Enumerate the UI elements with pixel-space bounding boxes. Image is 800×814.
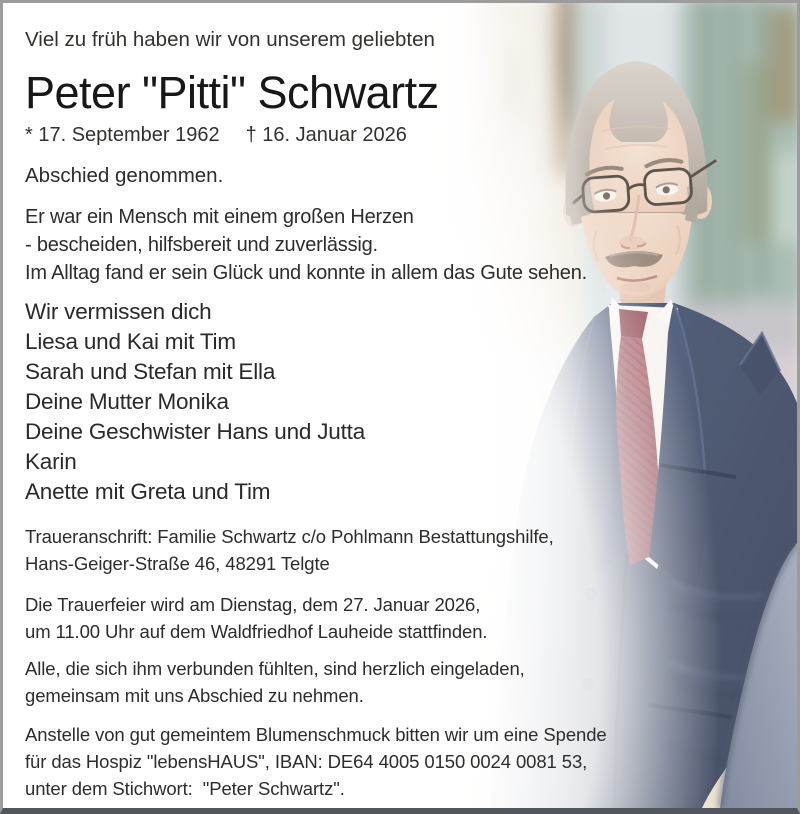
tribute-line: Er war ein Mensch mit einem großen Herzen xyxy=(25,206,414,228)
invitation-line: Alle, die sich ihm verbunden fühlten, sind herzlich eingeladen, xyxy=(25,658,525,679)
donation-line: Anstelle von gut gemeintem Blumenschmuck bitten wir um eine Spende xyxy=(25,724,607,745)
invitation-paragraph xyxy=(25,655,680,709)
invitation-line: gemeinsam mit uns Abschied zu nehmen. xyxy=(25,685,364,706)
birth-date: * 17. September 1962 xyxy=(25,124,220,146)
condolence-address xyxy=(25,523,680,577)
mourner-line: Karin xyxy=(25,449,77,474)
donation-line: unter dem Stichwort: "Peter Schwartz". xyxy=(25,778,345,799)
deceased-name: Peter "Pitti" Schwartz xyxy=(25,67,439,118)
mourner-line: Wir vermissen dich xyxy=(25,299,212,324)
donation-paragraph xyxy=(25,721,680,802)
notice-text-column xyxy=(25,3,680,802)
mourner-line: Deine Geschwister Hans und Jutta xyxy=(25,419,366,444)
mourner-line: Liesa und Kai mit Tim xyxy=(25,329,236,354)
farewell-line: Abschied genommen. xyxy=(25,164,224,187)
tribute-line: - bescheiden, hilfsbereit und zuverlässig. xyxy=(25,234,378,256)
tribute-line: Im Alltag fand er sein Glück und konnte in allem das Gute sehen. xyxy=(25,262,587,284)
intro-line: Viel zu früh haben wir von unserem geliebten xyxy=(25,28,435,51)
mourners-list xyxy=(25,297,680,507)
life-dates xyxy=(25,121,680,149)
mourner-line: Sarah und Stefan mit Ella xyxy=(25,359,276,384)
mourner-line: Deine Mutter Monika xyxy=(25,389,229,414)
ceremony-line: Die Trauerfeier wird am Dienstag, dem 27. Januar 2026, xyxy=(25,594,481,615)
donation-line: für das Hospiz "lebensHAUS", IBAN: DE64 4005 0150 0024 0081 53, xyxy=(25,751,588,772)
mourner-line: Anette mit Greta und Tim xyxy=(25,479,271,504)
address-line: Traueranschrift: Familie Schwartz c/o Pohlmann Bestattungshilfe, xyxy=(25,526,554,547)
funeral-details xyxy=(25,591,680,645)
address-line: Hans-Geiger-Straße 46, 48291 Telgte xyxy=(25,553,330,574)
ceremony-line: um 11.00 Uhr auf dem Waldfriedhof Lauheide stattfinden. xyxy=(25,621,488,642)
death-date: † 16. Januar 2026 xyxy=(245,124,407,146)
tribute-paragraph xyxy=(25,203,680,287)
